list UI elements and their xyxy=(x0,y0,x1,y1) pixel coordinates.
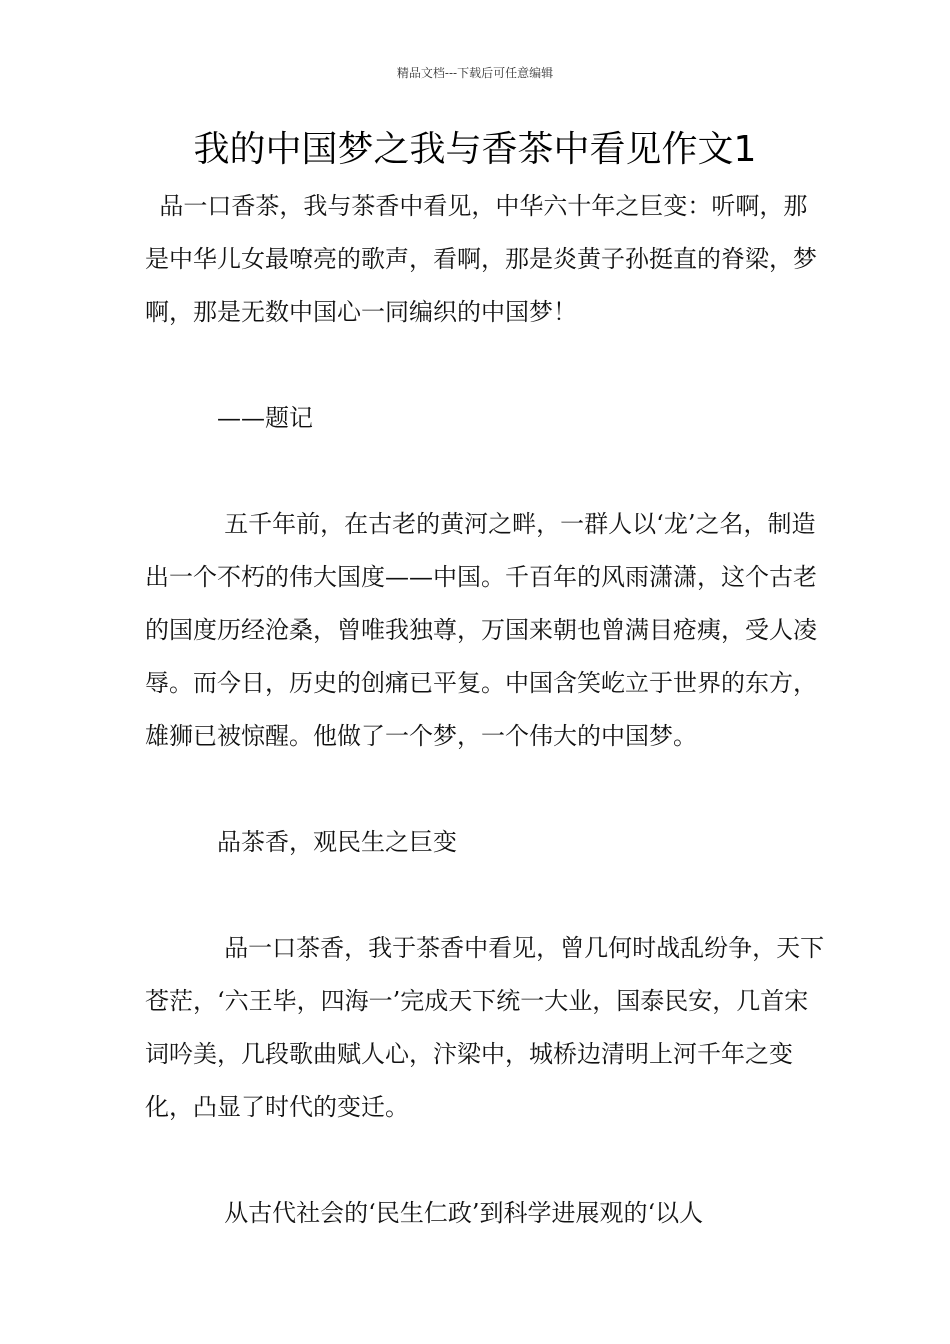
document-body xyxy=(145,180,825,1240)
intro-paragraph: 品一口香茶，我与茶香中看见，中华六十年之巨变：听啊，那是中华儿女最嘹亮的歌声，看啊，那是炎黄子孙挺直的脊梁，梦啊，那是无数中国心一同编织的中国梦！ xyxy=(145,192,817,326)
body-paragraph: 从古代社会的‘民生仁政’到科学进展观的‘以人 xyxy=(224,1199,704,1227)
inscription-line: ——题记 xyxy=(217,404,313,432)
body-paragraph: 五千年前，在古老的黄河之畔，一群人以‘龙’之名，制造出一个不朽的伟大国度——中国。千百年的风雨潇潇，这个古老的国度历经沧桑，曾唯我独尊，万国来朝也曾满目疮痍，受人凌辱。而今日，历史的创痛已平复。中国含笑屹立于世界的东方，雄狮已被惊醒。他做了一个梦，一个伟大的中国梦。 xyxy=(145,510,817,750)
document-title: 我的中国梦之我与香茶中看见作文1 xyxy=(193,129,757,170)
body-paragraph: 品一口茶香，我于茶香中看见，曾几何时战乱纷争，天下苍茫，‘六王毕，四海一’完成天下统一大业，国泰民安，几首宋词吟美，几段歌曲赋人心，汴梁中，城桥边清明上河千年之变化，凸显了时代的变迁。 xyxy=(145,934,825,1121)
section-heading: 品茶香，观民生之巨变 xyxy=(217,828,457,856)
page-header: 精品文档---下载后可任意编辑 xyxy=(396,66,554,80)
